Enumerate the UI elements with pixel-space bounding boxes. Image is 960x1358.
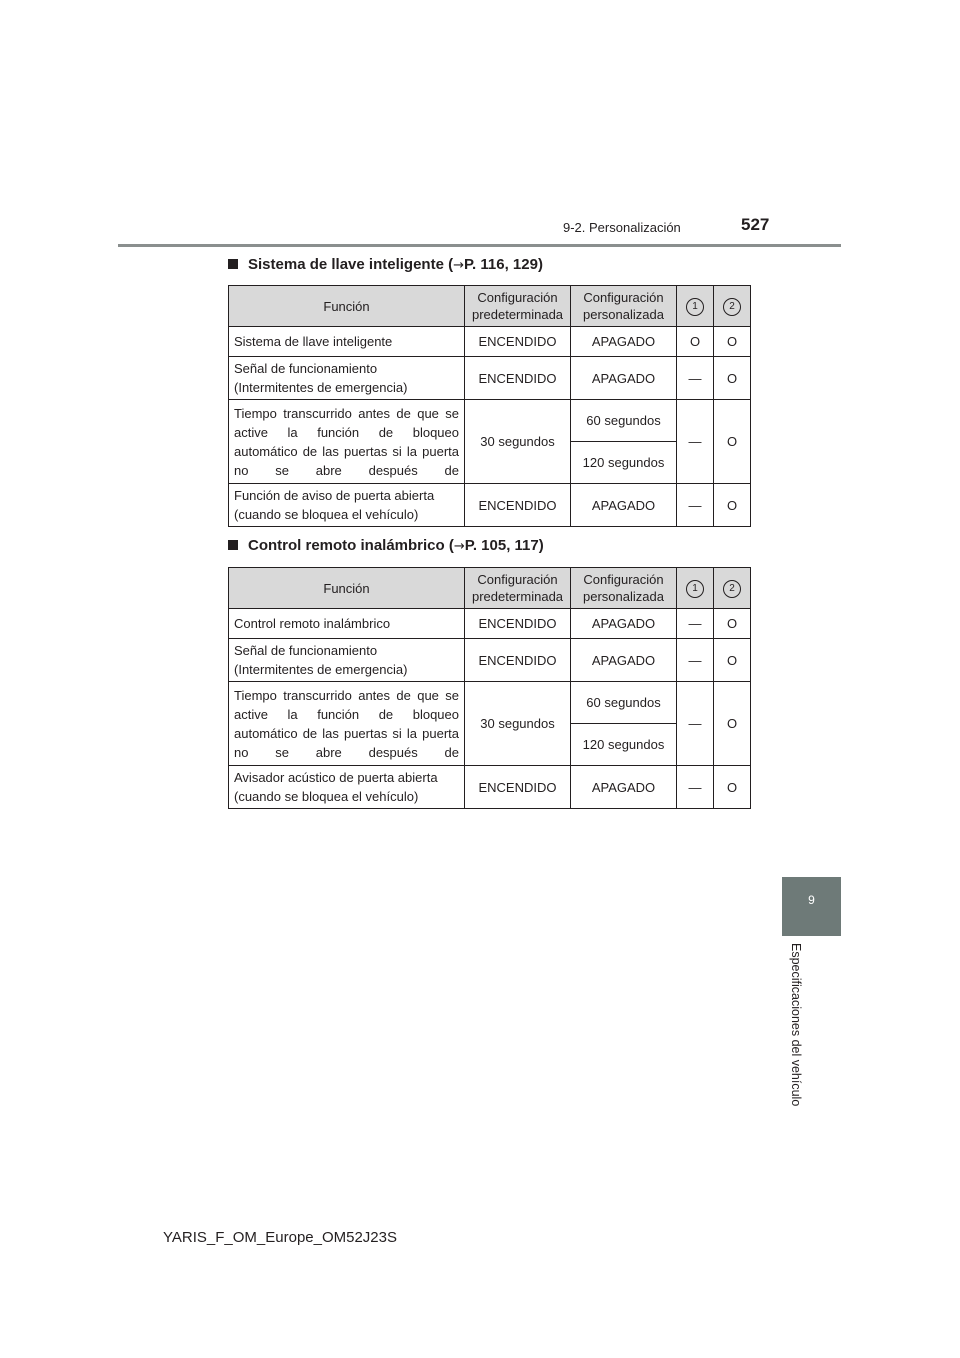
custom-cell: APAGADO bbox=[571, 484, 677, 527]
chapter-number: 9 bbox=[808, 893, 815, 907]
table-row bbox=[229, 682, 751, 724]
table-row bbox=[229, 484, 751, 527]
page-reference-link[interactable]: P. 116, 129) bbox=[463, 256, 543, 273]
col1-cell: — bbox=[677, 357, 714, 400]
col1-cell: — bbox=[677, 484, 714, 527]
chapter-label: Especificaciones del vehículo bbox=[789, 943, 803, 1107]
header-function: Función bbox=[229, 568, 465, 609]
col2-cell: O bbox=[714, 766, 751, 809]
header-default: Configuración predeterminada bbox=[465, 286, 571, 327]
header-section-title: 9-2. Personalización bbox=[563, 220, 681, 235]
col2-cell: O bbox=[714, 484, 751, 527]
table-row bbox=[229, 609, 751, 639]
circled-1-icon: 1 bbox=[686, 580, 704, 598]
header-default: Configuración predeterminada bbox=[465, 568, 571, 609]
header-divider bbox=[118, 244, 841, 247]
function-cell: Tiempo transcurrido antes de que se active la función de bloqueo automático de las puertas si la puerta no se abre después de bbox=[229, 400, 465, 484]
col2-cell: O bbox=[714, 639, 751, 682]
header-function: Función bbox=[229, 286, 465, 327]
default-cell: ENCENDIDO bbox=[465, 609, 571, 639]
footer-doc-id: YARIS_F_OM_Europe_OM52J23S bbox=[163, 1229, 398, 1246]
col1-cell: — bbox=[677, 639, 714, 682]
col2-cell: O bbox=[714, 682, 751, 766]
function-cell: Sistema de llave inteligente bbox=[229, 327, 465, 357]
col1-cell: — bbox=[677, 766, 714, 809]
chapter-tab bbox=[782, 877, 841, 936]
function-cell: Control remoto inalámbrico bbox=[229, 609, 465, 639]
function-cell: Función de aviso de puerta abierta (cuando se bloquea el vehículo) bbox=[229, 484, 465, 527]
table-row bbox=[229, 766, 751, 809]
square-bullet-icon bbox=[228, 259, 238, 269]
custom-cell: APAGADO bbox=[571, 639, 677, 682]
default-cell: ENCENDIDO bbox=[465, 484, 571, 527]
table-row bbox=[229, 327, 751, 357]
table-header-row bbox=[229, 568, 751, 609]
col1-cell: — bbox=[677, 682, 714, 766]
smart-key-table bbox=[228, 285, 751, 527]
custom-cell: 120 segundos bbox=[571, 442, 677, 484]
function-cell: Avisador acústico de puerta abierta (cuando se bloquea el vehículo) bbox=[229, 766, 465, 809]
default-cell: ENCENDIDO bbox=[465, 766, 571, 809]
section-title-remote: Control remoto inalámbrico (→P. 105, 117) bbox=[228, 537, 544, 554]
table-row bbox=[229, 400, 751, 442]
circled-2-icon: 2 bbox=[723, 580, 741, 598]
custom-cell: 60 segundos bbox=[571, 400, 677, 442]
function-cell: Tiempo transcurrido antes de que se active la función de bloqueo automático de las puertas si la puerta no se abre después de bbox=[229, 682, 465, 766]
col1-cell: — bbox=[677, 609, 714, 639]
col2-cell: O bbox=[714, 609, 751, 639]
col2-cell: O bbox=[714, 327, 751, 357]
section-title-smart-key: Sistema de llave inteligente (→P. 116, 129) bbox=[228, 256, 543, 273]
table-row bbox=[229, 357, 751, 400]
default-cell: ENCENDIDO bbox=[465, 639, 571, 682]
function-cell: Señal de funcionamiento (Intermitentes de emergencia) bbox=[229, 357, 465, 400]
default-cell: ENCENDIDO bbox=[465, 327, 571, 357]
col1-cell: O bbox=[677, 327, 714, 357]
remote-control-table bbox=[228, 567, 751, 809]
custom-cell: 120 segundos bbox=[571, 724, 677, 766]
custom-cell: APAGADO bbox=[571, 327, 677, 357]
default-cell: 30 segundos bbox=[465, 400, 571, 484]
function-cell: Señal de funcionamiento (Intermitentes de emergencia) bbox=[229, 639, 465, 682]
default-cell: 30 segundos bbox=[465, 682, 571, 766]
page-reference-link[interactable]: P. 105, 117) bbox=[464, 537, 544, 554]
page-number: 527 bbox=[741, 215, 770, 234]
square-bullet-icon bbox=[228, 540, 238, 550]
arrow-icon: → bbox=[453, 539, 465, 554]
table-row bbox=[229, 639, 751, 682]
table-header-row bbox=[229, 286, 751, 327]
col2-cell: O bbox=[714, 400, 751, 484]
custom-cell: APAGADO bbox=[571, 609, 677, 639]
default-cell: ENCENDIDO bbox=[465, 357, 571, 400]
custom-cell: APAGADO bbox=[571, 766, 677, 809]
custom-cell: 60 segundos bbox=[571, 682, 677, 724]
custom-cell: APAGADO bbox=[571, 357, 677, 400]
header-custom: Configuración personalizada bbox=[571, 286, 677, 327]
circled-2-icon: 2 bbox=[723, 298, 741, 316]
col1-cell: — bbox=[677, 400, 714, 484]
circled-1-icon: 1 bbox=[686, 298, 704, 316]
header-custom: Configuración personalizada bbox=[571, 568, 677, 609]
arrow-icon: → bbox=[453, 258, 464, 273]
col2-cell: O bbox=[714, 357, 751, 400]
